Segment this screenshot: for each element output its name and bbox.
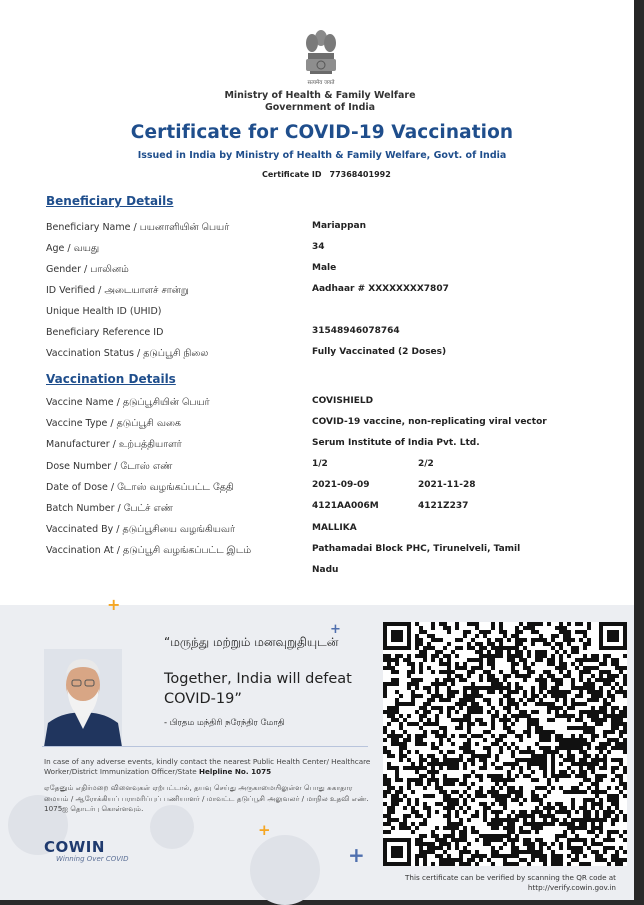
national-emblem-icon: [300, 26, 342, 86]
verify-note: [376, 873, 616, 892]
helpline-notice: [44, 757, 374, 777]
dose-number-value-2: 2/2: [418, 459, 434, 469]
ministry-name: Ministry of Health & Family Welfare: [224, 90, 416, 101]
vaccination-heading: Vaccination Details: [46, 372, 176, 386]
page-edge: [634, 0, 640, 900]
plus-icon: +: [107, 595, 121, 614]
reference-id-value: 31548946078764: [312, 326, 400, 336]
dose-date-value-2: 2021-11-28: [418, 480, 476, 490]
batch-number-value-2: 4121Z237: [418, 501, 469, 511]
prime-minister-portrait: [44, 649, 122, 747]
certificate-title: Certificate for COVID-19 Vaccination: [130, 122, 514, 143]
id-verified-label: ID Verified / அடையாளச் சான்று: [46, 285, 189, 296]
government-name: Government of India: [264, 102, 376, 113]
helpline-number: Helpline No. 1075: [198, 767, 272, 776]
vaccine-type-value: COVID-19 vaccine, non-replicating viral vector: [312, 417, 547, 427]
plus-icon: +: [330, 622, 341, 637]
manufacturer-value: Serum Institute of India Pvt. Ltd.: [312, 438, 480, 448]
quote-english: Together, India will defeat COVID-19”: [164, 671, 352, 707]
certificate-subtitle: Issued in India by Ministry of Health & Family Welfare, Govt. of India: [137, 150, 507, 161]
dose-number-label: Dose Number / டோஸ் எண்: [46, 461, 173, 472]
dose-date-value-1: 2021-09-09: [312, 480, 370, 490]
age-label: Age / வயது: [46, 243, 100, 254]
vaccination-status-label: Vaccination Status / தடுப்பூசி நிலை: [46, 348, 209, 359]
certificate-id-label: Certificate ID: [262, 170, 322, 179]
dose-number-value-1: 1/2: [312, 459, 328, 469]
age-value: 34: [312, 242, 325, 252]
pm-attribution: - பிரதம மந்திரி நரேந்திர மோதி: [164, 718, 285, 728]
beneficiary-name-label: Beneficiary Name / பயனாளியின் பெயர்: [46, 222, 230, 233]
cowin-tagline: Winning Over COVID: [56, 855, 129, 863]
dose-date-label: Date of Dose / டோஸ் வழங்கப்பட்ட தேதி: [46, 482, 234, 493]
reference-id-label: Beneficiary Reference ID: [46, 327, 164, 338]
batch-number-label: Batch Number / பேட்ச் எண்: [46, 503, 173, 514]
vaccine-name-value: COVISHIELD: [312, 396, 374, 406]
certificate-id-value: 77368401992: [329, 170, 391, 179]
gender-value: Male: [312, 263, 337, 273]
verify-url[interactable]: http://verify.cowin.gov.in: [527, 882, 616, 892]
vaccination-at-value-line2: Nadu: [312, 565, 339, 575]
vaccination-status-value: Fully Vaccinated (2 Doses): [312, 347, 447, 357]
certificate-id: [262, 170, 391, 179]
manufacturer-label: Manufacturer / உற்பத்தியாளர்: [46, 439, 182, 450]
vaccine-name-label: Vaccine Name / தடுப்பூசியின் பெயர்: [46, 397, 210, 408]
helpline-text: In case of any adverse events, kindly contact the nearest Public Health Center/ Healthcare Worker/District Immunization Officer/State: [44, 757, 371, 776]
gender-label: Gender / பாலினம்: [46, 264, 129, 275]
decorative-circle: [250, 835, 320, 905]
vaccinated-by-value: MALLIKA: [312, 523, 357, 533]
vaccination-at-value: Pathamadai Block PHC, Tirunelveli, Tamil: [312, 544, 521, 554]
verify-line-1: This certificate can be verified by scanning the QR code at: [405, 873, 616, 882]
divider: [42, 746, 368, 747]
helpline-notice-tamil: ஏதேனும் எதிர்மறை விளைவுகள் ஏற்பட்டால், தயவு செய்து அருகாமையிலுள்ள பொது சுகாதார மையம் / ஆரோக்கியப் பராமரிப்புப் பணியாளர் / மாவட்ட தடுப்பூசி அலுவலர் / மாநில உதவி எண். 1075ஐ தொடர்பு கொள்ளவும்.: [44, 783, 369, 813]
plus-icon: +: [348, 843, 365, 867]
quote-tamil: “மருந்து மற்றும் மனவுறுதியுடன்: [164, 635, 339, 649]
qr-code-icon: [383, 622, 627, 866]
cowin-logo: COWIN: [44, 838, 105, 856]
uhid-label: Unique Health ID (UHID): [46, 306, 162, 317]
vaccine-type-label: Vaccine Type / தடுப்பூசி வகை: [46, 418, 182, 429]
id-verified-value: Aadhaar # XXXXXXXX7807: [312, 284, 449, 294]
batch-number-value-1: 4121AA006M: [312, 501, 379, 511]
emblem-caption: सत्यमेव जयते: [307, 80, 335, 86]
vaccination-at-label: Vaccination At / தடுப்பூசி வழங்கப்பட்ட இடம்: [46, 545, 252, 556]
footer-panel: [0, 595, 634, 900]
vaccinated-by-label: Vaccinated By / தடுப்பூசியை வழங்கியவர்: [46, 524, 235, 535]
beneficiary-heading: Beneficiary Details: [46, 194, 174, 208]
plus-icon: +: [258, 821, 271, 839]
beneficiary-name-value: Mariappan: [312, 221, 366, 231]
